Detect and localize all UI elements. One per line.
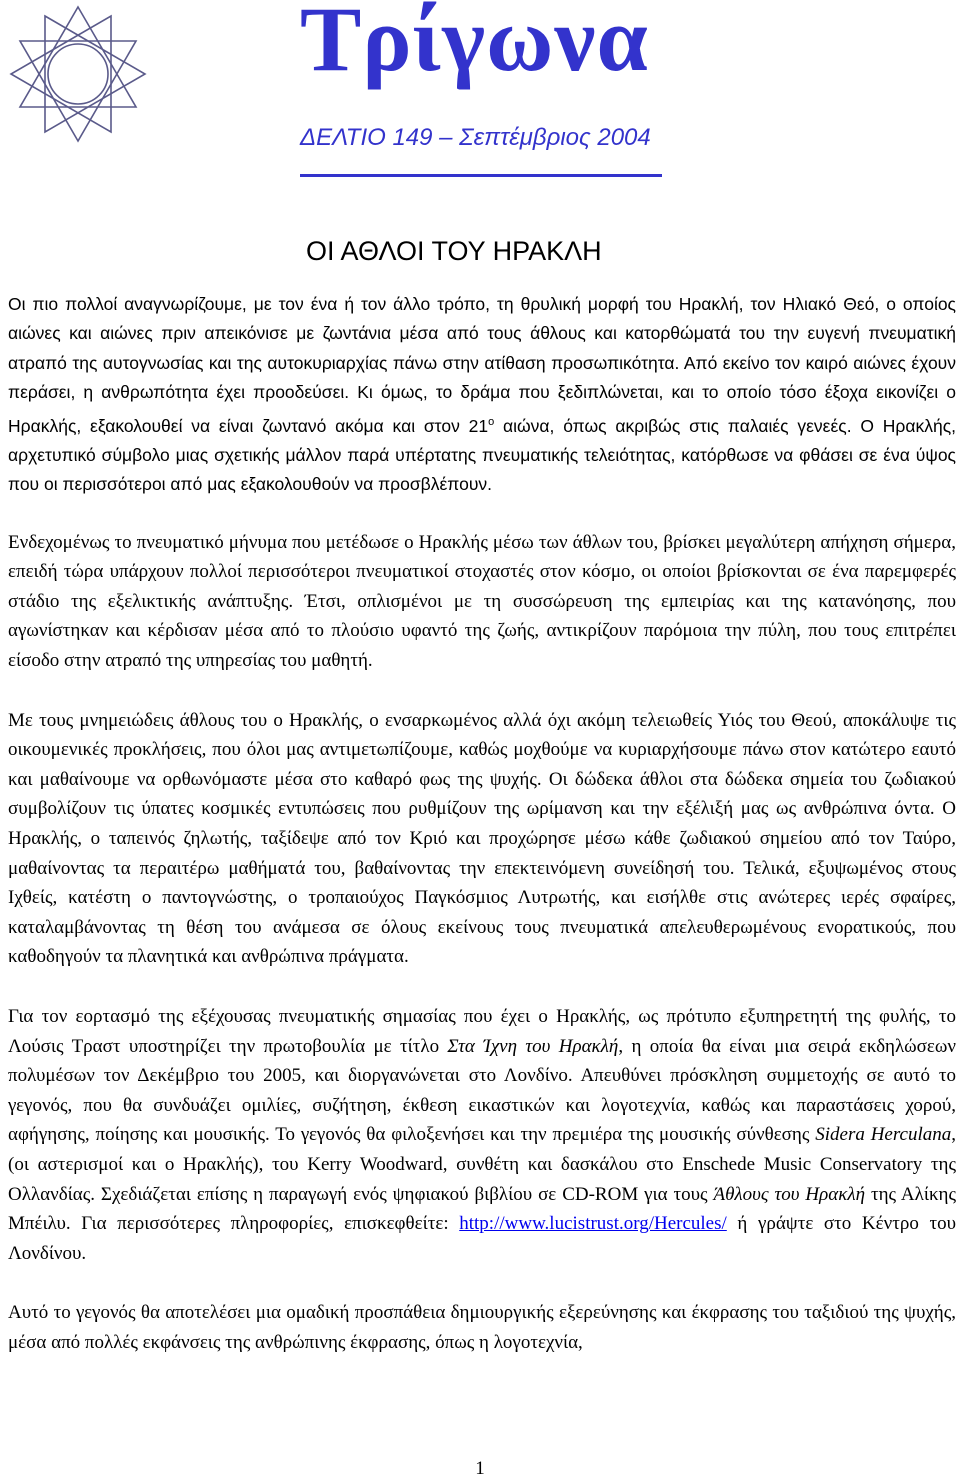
paragraph-event: Για τον εορτασμό της εξέχουσας πνευματικής σημασίας που έχει ο Ηρακλής, ως πρότυπο εξυπηρετητή της φυλής, το Λούσις Τραστ υποστηρίζει την πρωτοβουλία με τίτλο Στα Ίχνη του Ηρακλή, η οποία θα είναι μια σειρά εκδηλώσεων πολυμέσων τον Δεκέμβριο του 2005, και διοργανώνεται στο Λονδίνο. Απευθύνει πρόσκληση συμμετοχής σε αυτό το γεγονός, που θα συνδυάζει ομιλίες, συζήτηση, έκθεση εικαστικών και λογοτεχνία, καθώς και παραστάσεις χορού, αφήγησης, ποίησης και μουσικής. Το γεγονός θα φιλοξενήσει και την πρεμιέρα της μουσικής σύνθεσης Sidera Herculana, (οι αστερισμοί και ο Ηρακλής), του Kerry Woodward, συνθέτη και δασκάλου στο Enschede Music Conservatory της Ολλανδίας. Σχεδιάζεται επίσης η παραγωγή ενός ψηφιακού βιβλίου σε CD-ROM για τους Άθλους του Ηρακλή της Αλίκης Μπέιλυ. Για περισσότερες πληροφορίες, επισκεφθείτε: http://www.lucistrust.org/Hercules/ ή γράψτε στο Κέντρο του Λονδίνου. [8, 1005, 956, 1264]
masthead-title: Τρίγωνα [300, 0, 649, 90]
issue-line: ΔΕΛΤΙΟ 149 – Σεπτέμβριος 2004 [300, 124, 651, 151]
paragraph-intro: Οι πιο πολλοί αναγνωρίζουμε, με τον ένα ή τον άλλο τρόπο, τη θρυλική μορφή του Ηρακλή, τον Ηλιακό Θεό, ο οποίος αιώνες και αιώνες πριν απεικόνισε με ζωντάνια μέσα από τους άθλους και κατορθώματά του την ευγενή πνευματική ατραπό της αυτογνωσίας και της αυτοκυριαρχίας πάνω στην ατίθαση προσωπικότητα. Από εκείνο τον καιρό αιώνες έχουν περάσει, η ανθρωπότητα έχει προοδεύσει. Κι όμως, το δράμα που ξεδιπλώνεται, και το οποίο τόσο έξοχα εικονίζει ο Ηρακλής, εξακολουθεί να είναι ζωντανό ακόμα και στον $21^o$ αιώνα, όπως ακριβώς στις παλαιές γενεές. Ο Ηρακλής, αρχετυπικό σύμβολο μιας σχετικής μάλλον παρά υπέρτατης πνευματικής τελειότητας, κατόρθωσε να φθάσει σε ένα ύψος που οι περισσότεροι από μας εξακολουθούν να προσβλέπουν. [8, 294, 956, 495]
article-title: ΟΙ ΑΘΛΟΙ ΤΟΥ ΗΡΑΚΛΗ [306, 236, 602, 266]
paragraph-labours: Με τους μνημειώδεις άθλους του ο Ηρακλής, ο ενσαρκωμένος αλλά όχι ακόμη τελειωθείς Υιός του Θεού, αποκάλυψε τις οικουμενικές προκλήσεις, που όλοι μας αντιμετωπίζουμε, καθώς μοχθούμε να κυριαρχήσουμε πάνω στον κατώτερο εαυτό και μαθαίνουμε να ορθωνόμαστε μέσα στο καθαρό φως της ψυχής. Οι δώδεκα άθλοι στα δώδεκα σημεία του ζωδιακού συμβολίζουν τις ύπατες κοσμικές εντυπώσεις που ρυθμίζουν της ωρίμανση και την εξέλιξή μας ως ανθρώπινα όντα. Ο Ηρακλής, ο ταπεινός ζηλωτής, ταξίδεψε από τον Κριό και προχώρησε μέσω κάθε ζωδιακού σημείου από τον Ταύρο, μαθαίνοντας τα περαιτέρω μαθήματά του, βαθαίνοντας την επεκτεινόμενη συνείδησή του. Τελικά, εξυψωμένος στους Ιχθείς, κατέστη ο παντογνώστης, ο τροπαιούχος Παγκόσμιος Λυτρωτής, και εισήλθε στις ανώτερες ιερές σφαίρες, καταλαμβάνοντας τη θέση του ανάμεσα σε όλους εκείνους τους πνευματικά απελευθερωμένους ενορατικούς, που καθοδηγούν τα πλανητικά και ανθρώπινα πράγματα. [8, 709, 956, 968]
paragraph-closing: Αυτό το γεγονός θα αποτελέσει μια ομαδική προσπάθεια δημιουργικής εξερεύνησης και έκφρασης του ταξιδιού της ψυχής, μέσα από πολλές εκφάνσεις της ανθρώπινης έκφρασης, όπως η λογοτεχνία, [8, 1302, 956, 1353]
lucistrust-link[interactable]: http://www.lucistrust.org/Hercules/ [459, 1213, 727, 1235]
article-body [8, 290, 956, 1388]
twelve-pointed-star-icon [8, 4, 148, 144]
page-number: 1 [475, 1458, 485, 1479]
paragraph-message: Ενδεχομένως το πνευματικό μήνυμα που μετέδωσε ο Ηρακλής μέσω των άθλων του, βρίσκει μεγαλύτερη απήχηση σήμερα, επειδή τώρα υπάρχουν πολλοί περισσότεροι πνευματικοί στοχαστές στον κόσμο, οι οποίοι βρίσκονται σε ένα παρεμφερές στάδιο της εξελικτικής ανάπτυξης. Έτσι, οπλισμένοι με τη συσσώρευση της εμπειρίας και της κατανόησης, που αγωνίστηκαν και κέρδισαν μέσα από το πλούσιο υφαντό της ζωής, αντικρίζουν παρόμοια την πύλη, που τους επιτρέπει είσοδο στην ατραπό της υπηρεσίας του μαθητή. [8, 531, 956, 672]
book-title: Άθλους του Ηρακλή [713, 1183, 866, 1205]
composition-title: Sidera Herculana [815, 1124, 952, 1146]
superscript-ordinal: ο [488, 415, 495, 428]
event-title: Στα Ίχνη του Ηρακλή [447, 1035, 619, 1057]
masthead-divider [300, 174, 662, 177]
